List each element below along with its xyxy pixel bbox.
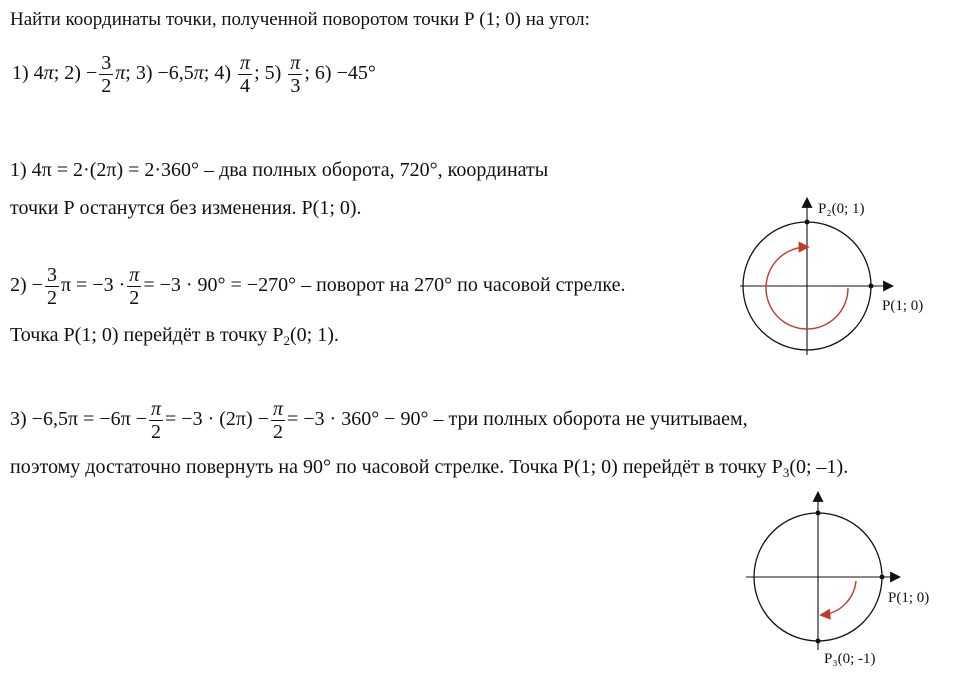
point-top (816, 511, 821, 516)
solution-2-line-2: Точка Р(1; 0) перейдёт в точку $Р_2(0$; 1). (10, 324, 339, 348)
unit-circle-diagram-2 (738, 488, 963, 676)
label-p: P(1; 0) (882, 298, 924, 314)
point-p (869, 284, 874, 289)
solution-3-line-2: поэтому достаточно повернуть на 90° по часовой стрелке. Точка Р(1; 0) перейдёт в точку $Р_3(0$; –1). (10, 456, 849, 480)
point-p2 (805, 220, 810, 225)
task-title: Найти координаты точки, полученной поворотом точки Р (1; 0) на угол: (10, 9, 590, 30)
label-p3: P₃(0; -1) (824, 651, 876, 667)
rotation-arc (822, 581, 856, 615)
solution-1-line-2: точки Р останутся без изменения. Р(1; 0). (10, 197, 362, 219)
label-p2: P₂(0; 1) (818, 201, 865, 217)
point-p3 (816, 639, 821, 644)
point-p (880, 575, 885, 580)
label-p: P(1; 0) (888, 590, 930, 606)
unit-circle-diagram-1 (730, 190, 960, 370)
solution-2-line-1: 2) − $\frac{3}{2}$ π = −3 · $\frac{\pi}{2}$ = −3 · 90° = −270° – поворот на 270° по часовой стрелке. (10, 263, 626, 309)
solution-1-line-1: 1) 4π = 2·(2π) = 2·360° – два полных оборота, 720°, координаты (10, 159, 549, 181)
task-items: 1) 4π; 2) − $\frac{3}{2}$ π; 3) −6,5π; 4) $\frac{\pi}{4}$ ; 5) $\frac{\pi}{3}$ ; 6) −45° (12, 51, 376, 97)
solution-3-line-1: 3) −6,5π = −6π − $\frac{\pi}{2}$ = −3 · (2π) − $\frac{\pi}{2}$ = −3 · 360° − 90° – три полных оборота не учитываем, (10, 397, 748, 443)
